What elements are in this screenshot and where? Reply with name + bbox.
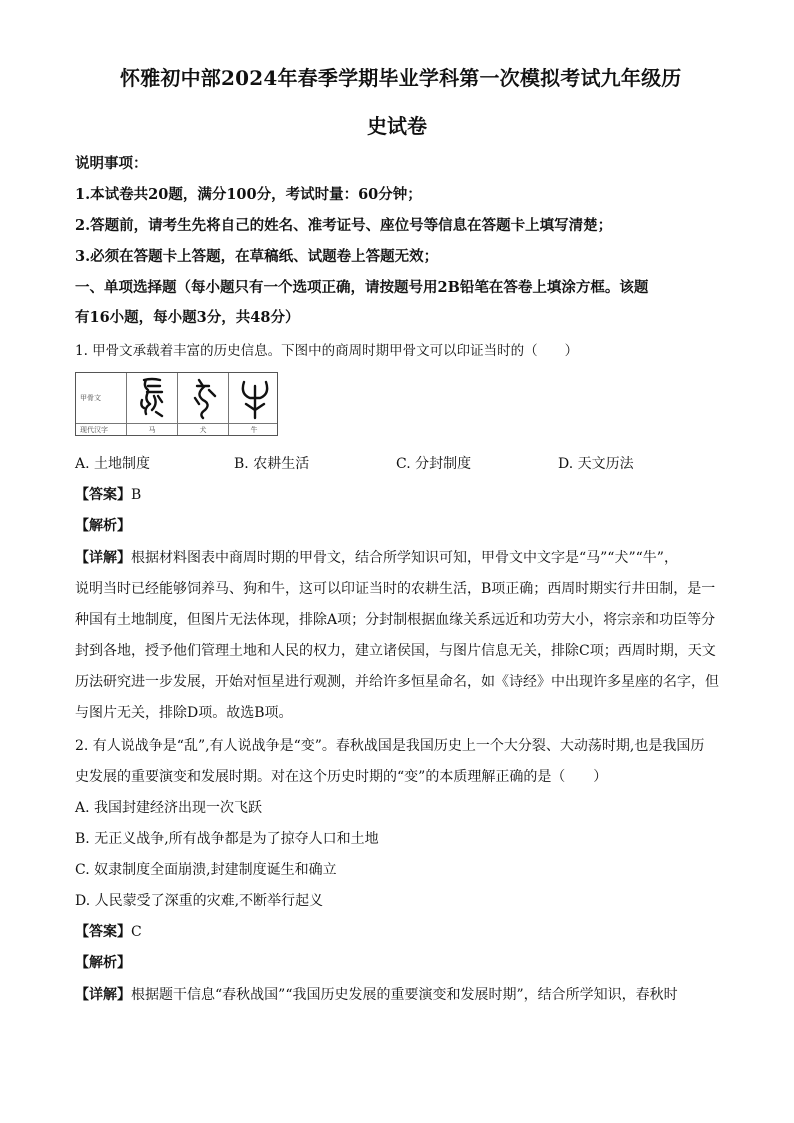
q1-detail-line-2: 说明当时已经能够饲养马、狗和牛，这可以印证当时的农耕生活，B项正确；西周时期实行井田制，是一 bbox=[75, 581, 716, 597]
section-heading-line1: 一、单项选择题（每小题只有一个选项正确，请按题号用2B铅笔在答卷上填涂方框。该题 bbox=[75, 279, 649, 296]
q2-option-a: A. 我国封建经济出现一次飞跃 bbox=[75, 800, 263, 816]
instruction-item-1: 1.本试卷共20题，满分100分，考试时量：60分钟； bbox=[75, 186, 422, 203]
detail-text: 根据材料图表中商周时期的甲骨文，结合所学知识可知，甲骨文中文字是“马”“犬”“牛”， bbox=[131, 550, 678, 566]
oracle-horse-glyph bbox=[134, 376, 172, 420]
section-heading-line2: 有16小题，每小题3分，共48分） bbox=[75, 309, 300, 326]
answer-value: C bbox=[131, 924, 142, 940]
q1-stem: 1. 甲骨文承载着丰富的历史信息。下图中的商周时期甲骨文可以印证当时的（ ） bbox=[75, 343, 579, 359]
q2-option-c: C. 奴隶制度全面崩溃,封建制度诞生和确立 bbox=[75, 862, 337, 878]
q2-option-d: D. 人民蒙受了深重的灾难,不断举行起义 bbox=[75, 893, 324, 909]
q1-detail-line-1 bbox=[75, 547, 678, 567]
q1-detail-line-4: 封到各地，授予他们管理土地和人民的权力，建立诸侯国，与图片信息无关，排除C项；西周时期，天文 bbox=[75, 643, 716, 659]
q1-detail-line-3: 种国有土地制度，但图片无法体现，排除A项；分封制根据血缘关系远近和功劳大小，将宗亲和功臣等分 bbox=[75, 612, 716, 628]
q2-option-b: B. 无正义战争,所有战争都是为了掠夺人口和土地 bbox=[75, 831, 379, 847]
row-label-oracle: 甲骨文 bbox=[80, 394, 101, 402]
instructions-heading: 说明事项： bbox=[75, 155, 148, 172]
q2-detail-line-1 bbox=[75, 984, 678, 1004]
q1-option-a: A. 土地制度 bbox=[75, 456, 151, 472]
q2-stem-line1: 2. 有人说战争是“乱”,有人说战争是“变”。春秋战国是我国历史上一个大分裂、大动荡时期,也是我国历 bbox=[75, 738, 705, 754]
exam-title-line1: 怀雅初中部2024年春季学期毕业学科第一次模拟考试九年级历 bbox=[120, 66, 682, 90]
q1-analysis-tag: 【解析】 bbox=[75, 518, 131, 534]
instruction-item-3: 3.必须在答题卡上答题，在草稿纸、试题卷上答题无效； bbox=[75, 248, 439, 265]
q1-answer bbox=[75, 484, 141, 504]
detail-text: 根据题干信息“春秋战国”“我国历史发展的重要演变和发展时期”，结合所学知识，春秋时 bbox=[131, 987, 678, 1003]
q1-detail-line-6: 与图片无关，排除D项。故选B项。 bbox=[75, 705, 293, 721]
q1-option-c: C. 分封制度 bbox=[396, 456, 472, 472]
detail-tag: 【详解】 bbox=[75, 987, 131, 1003]
q1-option-b: B. 农耕生活 bbox=[234, 456, 310, 472]
oracle-dog-glyph bbox=[185, 376, 223, 420]
modern-char-horse: 马 bbox=[148, 426, 156, 434]
answer-tag: 【答案】 bbox=[75, 924, 131, 940]
q1-option-d: D. 天文历法 bbox=[558, 456, 634, 472]
row-label-modern: 现代汉字 bbox=[80, 426, 108, 434]
exam-title-line2: 史试卷 bbox=[367, 114, 427, 138]
answer-value: B bbox=[131, 487, 142, 503]
q1-detail-line-5: 历法研究进一步发展，开始对恒星进行观测，并给许多恒星命名，如《诗经》中出现许多星座的名字，但 bbox=[75, 674, 719, 690]
oracle-bone-table bbox=[75, 372, 278, 436]
modern-char-ox: 牛 bbox=[250, 426, 258, 434]
q2-analysis-tag: 【解析】 bbox=[75, 955, 131, 971]
instruction-item-2: 2.答题前，请考生先将自己的姓名、准考证号、座位号等信息在答题卡上填写清楚； bbox=[75, 217, 613, 234]
q2-answer bbox=[75, 921, 142, 941]
answer-tag: 【答案】 bbox=[75, 487, 131, 503]
modern-char-dog: 犬 bbox=[199, 426, 207, 434]
detail-tag: 【详解】 bbox=[75, 550, 131, 566]
oracle-ox-glyph bbox=[236, 376, 274, 420]
q2-stem-line2: 史发展的重要演变和发展时期。对在这个历史时期的“变”的本质理解正确的是（ ） bbox=[75, 769, 608, 785]
